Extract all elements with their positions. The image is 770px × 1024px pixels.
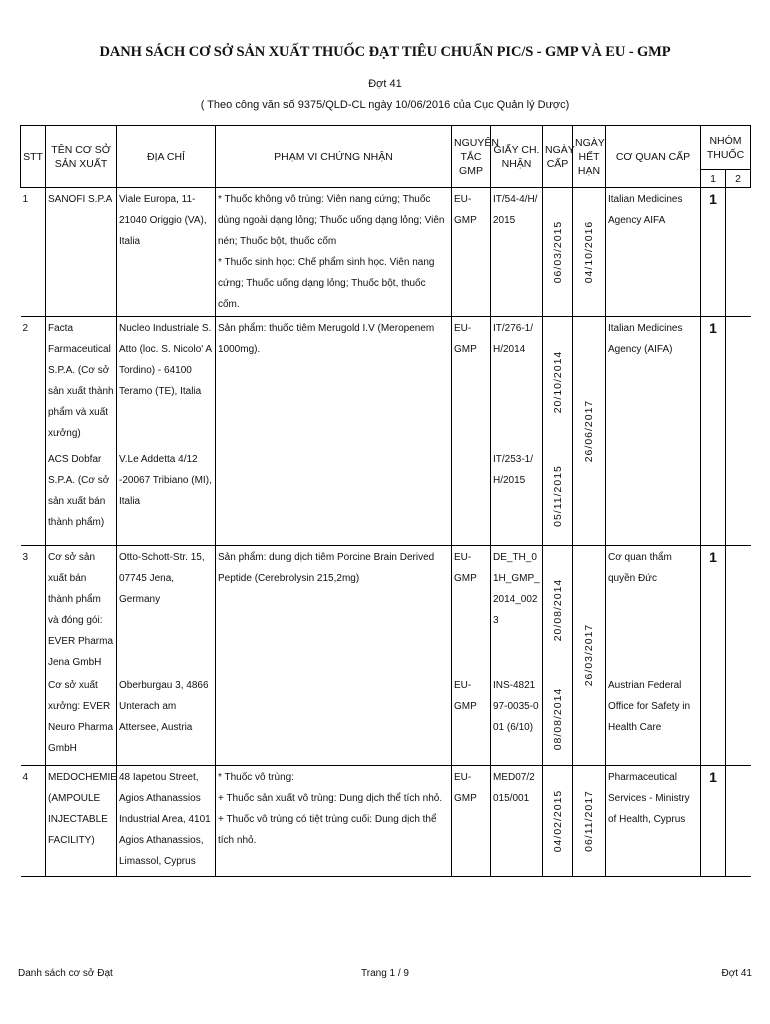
row-certificate: MED07/2015/001 bbox=[491, 765, 543, 876]
row-group-2 bbox=[726, 188, 751, 317]
row-issue-date: 05/11/2015 bbox=[551, 465, 564, 528]
header-group-2: 2 bbox=[726, 170, 751, 188]
row-issue-date-cell bbox=[543, 317, 573, 448]
row-group-1: 1 bbox=[701, 188, 726, 317]
table-row bbox=[21, 546, 751, 675]
row-scope: Sản phẩm: thuốc tiêm Merugold I.V (Meropenem 1000mg). bbox=[216, 317, 452, 546]
row-issue-date: 04/02/2015 bbox=[551, 789, 564, 852]
table-row bbox=[21, 188, 751, 317]
row-stt: 3 bbox=[21, 546, 46, 766]
row-manufacturer: Facta Farmaceutical S.P.A. (Cơ sở sản xuất thành phẩm và xuất xưởng) bbox=[46, 317, 117, 448]
row-group-1: 1 bbox=[701, 317, 726, 546]
footer-right: Đợt 41 bbox=[721, 968, 752, 979]
row-certificate: IT/253-1/H/2015 bbox=[491, 448, 543, 546]
row-authority: Italian Medicines Agency AIFA bbox=[606, 188, 701, 317]
row-certificate: INS-482197-0035-001 (6/10) bbox=[491, 674, 543, 765]
row-authority: Austrian Federal Office for Safety in Health Care bbox=[606, 674, 701, 765]
row-certificate: DE_TH_01H_GMP_2014_0023 bbox=[491, 546, 543, 675]
row-address: V.Le Addetta 4/12 -20067 Tribiano (MI), Italia bbox=[117, 448, 216, 546]
row-expiry-date: 04/10/2016 bbox=[583, 220, 595, 284]
header-group-1: 1 bbox=[701, 170, 726, 188]
row-expiry-date: 06/11/2017 bbox=[583, 789, 595, 852]
row-scope: Sản phẩm: dung dịch tiêm Porcine Brain Derived Peptide (Cerebrolysin 215,2mg) bbox=[216, 546, 452, 766]
header-authority: CƠ QUAN CẤP bbox=[606, 126, 701, 188]
header-principle: NGUYÊN TẮC GMP bbox=[452, 126, 491, 188]
row-manufacturer: MEDOCHEMIE (AMPOULE INJECTABLE FACILITY) bbox=[46, 765, 117, 876]
row-address: Viale Europa, 11-21040 Origgio (VA), Italia bbox=[117, 188, 216, 317]
row-issue-date-cell bbox=[543, 546, 573, 675]
footer-page-number: Trang 1 / 9 bbox=[361, 968, 409, 979]
row-manufacturer: ACS Dobfar S.P.A. (Cơ sở sản xuất bán thành phẩm) bbox=[46, 448, 117, 546]
row-manufacturer: Cơ sở sản xuất bán thành phẩm và đóng gói: EVER Pharma Jena GmbH bbox=[46, 546, 117, 675]
header-issue-date: NGÀY CẤP bbox=[543, 126, 573, 188]
row-expiry-date-cell bbox=[573, 317, 606, 546]
header-stt: STT bbox=[21, 126, 46, 188]
reference-note: ( Theo công văn số 9375/QLD-CL ngày 10/06/2016 của Cục Quản lý Dược) bbox=[200, 99, 570, 111]
row-group-2 bbox=[726, 546, 751, 766]
row-certificate: IT/276-1/H/2014 bbox=[491, 317, 543, 448]
row-issue-date: 08/08/2014 bbox=[551, 687, 564, 751]
table-header bbox=[21, 126, 751, 188]
row-issue-date: 20/10/2014 bbox=[551, 350, 564, 414]
header-expiry-date: NGÀY HẾT HẠN bbox=[573, 126, 606, 188]
header-manufacturer: TÊN CƠ SỞ SẢN XUẤT bbox=[46, 126, 117, 188]
document-title: DANH SÁCH CƠ SỞ SẢN XUẤT THUỐC ĐẠT TIÊU CHUẨN PIC/S - GMP VÀ EU - GMP bbox=[99, 44, 671, 60]
row-issue-date-cell bbox=[543, 674, 573, 765]
row-address: Oberburgau 3, 4866 Unterach am Attersee, Austria bbox=[117, 674, 216, 765]
row-principle: EU-GMP bbox=[452, 765, 491, 876]
row-principle: EU-GMP bbox=[452, 188, 491, 317]
header-scope: PHẠM VI CHỨNG NHẬN bbox=[216, 126, 452, 188]
row-group-1: 1 bbox=[701, 546, 726, 766]
row-stt: 4 bbox=[21, 765, 46, 876]
row-address: Otto-Schott-Str. 15, 07745 Jena, Germany bbox=[117, 546, 216, 675]
row-manufacturer: SANOFI S.P.A bbox=[46, 188, 117, 317]
row-group-1: 1 bbox=[701, 765, 726, 876]
row-authority: Italian Medicines Agency (AIFA) bbox=[606, 317, 701, 546]
header-address: ĐỊA CHỈ bbox=[117, 126, 216, 188]
row-issue-date-cell bbox=[543, 448, 573, 546]
row-group-2 bbox=[726, 765, 751, 876]
row-expiry-date: 26/06/2017 bbox=[583, 399, 595, 463]
row-authority: Cơ quan thẩm quyền Đức bbox=[606, 546, 701, 675]
row-principle: EU-GMP bbox=[452, 317, 491, 546]
row-scope: * Thuốc vô trùng: + Thuốc sản xuất vô trùng: Dung dịch thể tích nhỏ. + Thuốc vô trùng có tiệt trùng cuối: Dung dịch thể tích nhỏ. bbox=[216, 765, 452, 876]
manufacturer-table bbox=[20, 125, 751, 877]
row-principle: EU-GMP bbox=[452, 674, 491, 765]
row-scope: * Thuốc không vô trùng: Viên nang cứng; Thuốc dùng ngoài dạng lỏng; Thuốc uống dạng lỏng; Viên nén; Thuốc bột, thuốc cốm * Thuốc sinh học: Chế phẩm sinh học. Viên nang cứng; Thuốc uống dạng lỏng; Thuốc bột, thuốc cốm. bbox=[216, 188, 452, 317]
row-issue-date-cell bbox=[543, 765, 573, 876]
header-drug-group: NHÓM THUỐC bbox=[701, 126, 751, 170]
row-principle: EU-GMP bbox=[452, 546, 491, 675]
row-address: 48 Iapetou Street, Agios Athanassios Industrial Area, 4101 Agios Athanassios, Limassol, Cyprus bbox=[117, 765, 216, 876]
row-group-2 bbox=[726, 317, 751, 546]
row-issue-date: 20/08/2014 bbox=[551, 578, 564, 642]
row-expiry-date-cell bbox=[573, 765, 606, 876]
row-manufacturer: Cơ sở xuất xưởng: EVER Neuro Pharma GmbH bbox=[46, 674, 117, 765]
row-address: Nucleo Industriale S. Atto (loc. S. Nicolo' A Tordino) - 64100 Teramo (TE), Italia bbox=[117, 317, 216, 448]
footer-left: Danh sách cơ sở Đạt bbox=[18, 968, 113, 979]
row-issue-date-cell bbox=[543, 188, 573, 317]
row-stt: 1 bbox=[21, 188, 46, 317]
row-expiry-date-cell bbox=[573, 188, 606, 317]
batch-label: Đợt 41 bbox=[368, 78, 402, 90]
table-row bbox=[21, 317, 751, 448]
row-certificate: IT/54-4/H/2015 bbox=[491, 188, 543, 317]
row-issue-date: 06/03/2015 bbox=[551, 220, 564, 284]
row-expiry-date-cell bbox=[573, 546, 606, 766]
header-certificate: GIẤY CH. NHẬN bbox=[491, 126, 543, 188]
row-expiry-date: 26/03/2017 bbox=[583, 623, 595, 687]
row-authority: Pharmaceutical Services - Ministry of Health, Cyprus bbox=[606, 765, 701, 876]
row-stt: 2 bbox=[21, 317, 46, 546]
table-row bbox=[21, 765, 751, 876]
